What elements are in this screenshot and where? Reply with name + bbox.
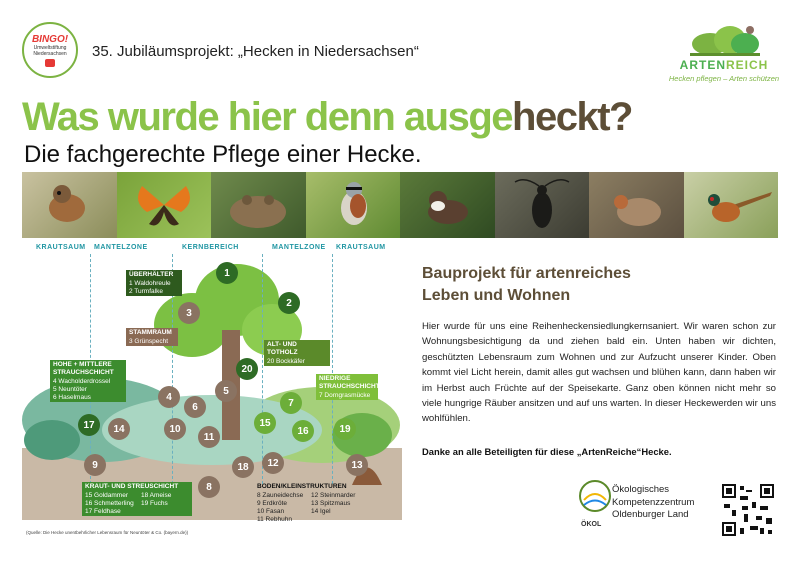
- photo-butterfly: [117, 172, 212, 238]
- species-number: 19: [334, 418, 356, 440]
- species-number: 16: [292, 420, 314, 442]
- photo-marten: [400, 172, 495, 238]
- group-title: ALT- UND TOTHOLZ: [267, 341, 298, 356]
- group-item: 3 Grünspecht: [129, 338, 169, 345]
- artenreich-name-2: REICH: [726, 58, 769, 72]
- group-bodenstrukturen: [254, 482, 364, 524]
- diagram-source: (Quelle: Die Hecke unentbehrlicher Lebensraum für Neuntöter & Co. (bayern.de)): [26, 530, 189, 535]
- butterfly-icon: [117, 172, 211, 238]
- toad-icon: [211, 172, 305, 238]
- okol-logo: [578, 478, 612, 530]
- species-number: 5: [215, 380, 237, 402]
- species-number: 2: [278, 292, 300, 314]
- group-item: 16 Schmetterling: [85, 500, 134, 507]
- pheasant-icon: [684, 172, 778, 238]
- okol-text: [612, 484, 694, 522]
- species-number: 4: [158, 386, 180, 408]
- marten-icon: [400, 172, 494, 238]
- subheadline: Die fachgerechte Pflege einer Hecke.: [24, 141, 422, 168]
- group-item: 1 Waldohreule: [129, 280, 171, 287]
- group-kraut-streuschicht: [82, 482, 192, 516]
- species-number: 7: [280, 392, 302, 414]
- group-title: ÜBERHÄLTER: [129, 271, 174, 278]
- info-body: Hier wurde für uns eine Reihenheckensiedlungkernsaniert. Wir waren schon zur Wohnungsbesichtigung da und ziehen bald ein. Unten haben wir dichten, geschützten Lebensraum zum Wohnen und zur Aufzucht unserer Kinder. Oben kommt viel Licht herein, damit alles gut wachsen und blühen kann, dann haben wir im Herbst auch Früchte auf der Speisekarte. Ganz oben können nicht mehr so viele hungrige Räuber ansitzen und auf uns warten. In dieser Heckewerden wir uns wohlfühlen.: [422, 321, 776, 425]
- okol-logo-icon: [578, 478, 612, 522]
- group-item: 4 Wacholderdrossel: [53, 378, 111, 385]
- zone-divider: [332, 254, 333, 484]
- group-item: 15 Goldammer: [85, 492, 128, 499]
- species-number: 1: [216, 262, 238, 284]
- group-item: 11 Rebhuhn: [257, 516, 292, 523]
- species-number: 6: [184, 396, 206, 418]
- photo-pheasant: [684, 172, 779, 238]
- zone-label: MANTELZONE: [272, 244, 326, 251]
- group-item: 6 Haselmaus: [53, 394, 91, 401]
- group-item: 2 Turmfalke: [129, 288, 163, 295]
- zone-label: KRAUTSAUM: [36, 244, 86, 251]
- bingo-brand: BINGO!: [31, 33, 69, 45]
- artenreich-logo: [668, 22, 780, 86]
- group-ueberhaelter: [126, 270, 182, 296]
- group-hohe-strauchschicht: [50, 360, 126, 402]
- headline-accent: heckt?: [512, 95, 632, 139]
- photo-partridge: [589, 172, 684, 238]
- bingo-line2: Niedersachsen: [33, 50, 67, 57]
- group-item: 7 Dorngrasmücke: [319, 392, 371, 399]
- project-line: 35. Jubiläumsprojekt: „Hecken in Niedersachsen“: [92, 43, 419, 60]
- photo-strip: [22, 172, 778, 238]
- group-title: NIEDRIGE STRAUCHSCHICHT: [319, 375, 380, 390]
- bird-icon: [22, 172, 116, 238]
- hedge-diagram: [22, 240, 402, 540]
- hedge-logo-icon: [690, 22, 760, 56]
- species-number: 3: [178, 302, 200, 324]
- species-number: 9: [84, 454, 106, 476]
- group-item: 10 Fasan: [257, 508, 285, 515]
- species-number: 14: [108, 418, 130, 440]
- zone-divider: [262, 254, 263, 484]
- species-number: 11: [198, 426, 220, 448]
- okol-line1: Ökologisches: [612, 484, 670, 495]
- info-title: [422, 263, 752, 307]
- group-item: 14 Igel: [311, 508, 331, 515]
- group-totholz: [264, 340, 330, 366]
- bingo-logo: [22, 22, 78, 78]
- species-number: 13: [346, 454, 368, 476]
- zone-label: KRAUTSAUM: [336, 244, 386, 251]
- beetle-icon: [495, 172, 589, 238]
- group-item: 12 Steinmarder: [311, 492, 356, 499]
- zone-label: MANTELZONE: [94, 244, 148, 251]
- artenreich-tagline: Hecken pflegen – Arten schützen: [668, 74, 780, 83]
- species-number: 12: [262, 452, 284, 474]
- species-number: 8: [198, 476, 220, 498]
- headline-main: Was wurde hier denn ausge: [22, 95, 513, 139]
- group-item: 8 Zauneidechse: [257, 492, 304, 499]
- info-title-line2: Leben und Wohnen: [422, 287, 571, 304]
- species-number: 15: [254, 412, 276, 434]
- okol-line3: Oldenburger Land: [612, 509, 689, 520]
- bingo-line1: Umweltstiftung: [33, 44, 67, 51]
- okol-line2: Kompetenzzentrum: [612, 496, 695, 508]
- qr-code-icon: [720, 482, 776, 538]
- group-item: 9 Erdkröte: [257, 500, 287, 507]
- species-number: 17: [78, 414, 100, 436]
- group-title: STAMMRAUM: [129, 329, 172, 336]
- group-item: 13 Spitzmaus: [311, 500, 351, 507]
- group-title: BODEN/KLEINSTRUKTUREN: [257, 483, 347, 490]
- group-title: KRAUT- UND STREUSCHICHT: [85, 483, 179, 490]
- group-item: 19 Fuchs: [141, 500, 168, 507]
- group-item: 20 Bockkäfer: [267, 358, 305, 365]
- group-item: 17 Feldhase: [85, 508, 121, 515]
- photo-shrike: [306, 172, 401, 238]
- group-item: 5 Neuntöter: [53, 386, 87, 393]
- artenreich-name-1: ARTEN: [679, 58, 726, 72]
- partridge-icon: [589, 172, 683, 238]
- group-item: 18 Ameise: [141, 492, 172, 499]
- okol-label: ÖKOL: [581, 521, 602, 528]
- photo-bunting: [22, 172, 117, 238]
- species-number: 20: [236, 358, 258, 380]
- species-number: 10: [164, 418, 186, 440]
- photo-toad: [211, 172, 306, 238]
- group-stammraum: [126, 328, 178, 346]
- thanks-line: Danke an alle Beteiligten für diese „ArtenReiche“Hecke.: [422, 446, 672, 457]
- headline: [22, 95, 632, 140]
- info-title-line1: Bauprojekt für artenreiches: [422, 265, 631, 282]
- species-number: 18: [232, 456, 254, 478]
- photo-beetle: [495, 172, 590, 238]
- group-niedrige-strauchschicht: [316, 374, 378, 400]
- bingo-mark-icon: [45, 59, 55, 67]
- shrike-icon: [306, 172, 400, 238]
- zone-label: KERNBEREICH: [182, 244, 239, 251]
- group-title: HOHE + MITTLERE STRAUCHSCHICHT: [53, 361, 114, 376]
